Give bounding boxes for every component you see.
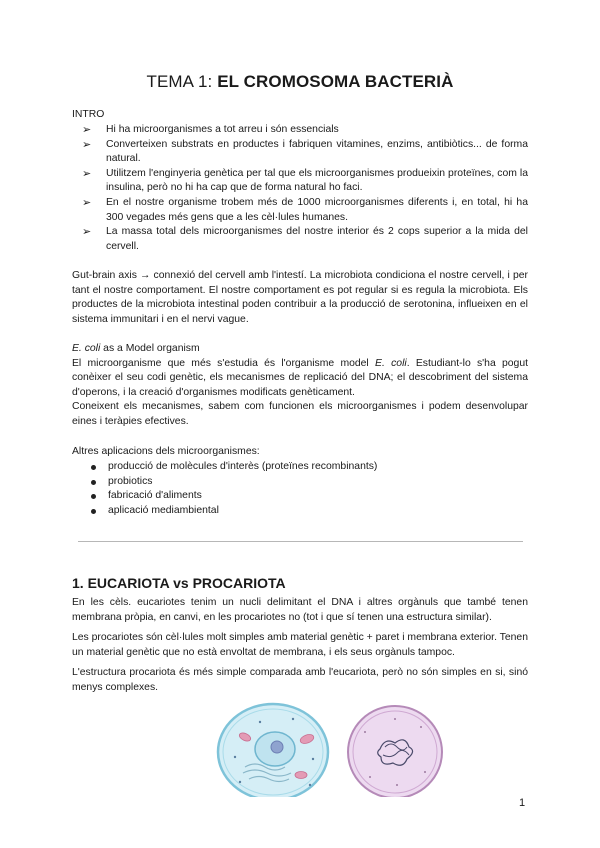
title-main: EL CROMOSOMA BACTERIÀ bbox=[217, 72, 454, 91]
list-item: ➢ En el nostre organisme trobem més de 1000 microorganismes diferents i, en total, hi ha 300 vegades més gens que a les cèl·lules humanes. bbox=[82, 196, 528, 223]
paragraph: Les procariotes són cèl·lules molt simples amb material genètic + paret i membrana exterior. Tenen un material genètic que no està envoltat de membrana, i els seus orgànuls tampoc. bbox=[72, 632, 528, 658]
horizontal-divider bbox=[78, 541, 523, 542]
section-body bbox=[72, 596, 528, 702]
intro-label: INTRO bbox=[72, 109, 105, 120]
bullet-dot-icon bbox=[91, 480, 96, 485]
arrow-bullet-icon: ➢ bbox=[82, 167, 92, 180]
page-number: 1 bbox=[519, 797, 526, 809]
eukaryotic-cell-icon bbox=[218, 704, 328, 797]
bullet-dot-icon bbox=[91, 465, 96, 470]
gut-brain-paragraph: Gut-brain axis → connexió del cervell amb l'intestí. La microbiota condiciona el nostre cervell, i per tant el nostre comportament. El nostre comportament es pot regular si es regula la microbiota. Els productes de la microbiota intestinal poden contribuir a la producció de serotonina, influeixen en el sistema immunitari i en el nervi vague. bbox=[72, 270, 528, 325]
paragraph: En les cèls. eucariotes tenim un nucli delimitant el DNA i altres orgànuls que també tenen membrana pròpia, en canvi, en les procariotes no (tot i que sí tenen una estructura similar). bbox=[72, 597, 528, 623]
page-title bbox=[0, 72, 600, 92]
list-item: ➢ La massa total dels microorganismes del nostre interior és 2 cops superior a la mida del cervell. bbox=[82, 226, 528, 252]
arrow-bullet-icon: ➢ bbox=[82, 226, 92, 239]
list-item: ➢ Utilitzem l'enginyeria genètica per tal que els microorganismes produeixin proteïnes, com la insulina, però no hi ha cap que de forma natural ho faci. bbox=[82, 167, 528, 194]
paragraph: L'estructura procariota és més simple comparada amb l'eucariota, però no són simples en si, sinó menys complexes. bbox=[72, 667, 528, 693]
list-item: probiotics bbox=[72, 475, 528, 490]
intro-list bbox=[72, 123, 528, 254]
arrow-bullet-icon: ➢ bbox=[82, 138, 92, 151]
ecoli-section bbox=[72, 342, 528, 430]
section-heading: 1. EUCARIOTA vs PROCARIOTA bbox=[72, 575, 286, 591]
list-item: ➢ Converteixen substrats en productes i fabriquen vitamines, enzims, antibiòtics... de forma natural. bbox=[82, 138, 528, 165]
bullet-dot-icon bbox=[91, 509, 96, 514]
arrow-bullet-icon: ➢ bbox=[82, 196, 92, 209]
list-item: aplicació mediambiental bbox=[72, 504, 528, 519]
prokaryotic-cell-icon bbox=[348, 706, 442, 797]
ecoli-paragraph-2: Coneixent els mecanismes, sabem com funcionen els microorganismes i podem desenvolupar eines i teràpies efectives. bbox=[72, 401, 528, 427]
title-prefix: TEMA 1: bbox=[146, 72, 213, 91]
bullet-dot-icon bbox=[91, 494, 96, 499]
applications-label: Altres aplicacions dels microorganismes: bbox=[72, 446, 260, 457]
arrow-bullet-icon: ➢ bbox=[82, 124, 92, 136]
list-item: ➢ Hi ha microorganismes a tot arreu i són essencials bbox=[82, 124, 339, 136]
ecoli-paragraph: El microorganisme que més s'estudia és l'organisme model E. coli. Estudiant-lo s'ha pogut conèixer el seu codi genètic, els mecanismes de replicació del DNA; el descobriment del sistema d'operons, i la creació d'organismes modificats genèticament. bbox=[72, 357, 528, 398]
applications-list bbox=[72, 460, 528, 518]
cell-illustrations bbox=[215, 697, 455, 797]
list-item: producció de molècules d'interès (proteïnes recombinants) bbox=[72, 460, 528, 475]
ecoli-heading: E. coli as a Model organism bbox=[72, 343, 200, 354]
list-item: fabricació d'aliments bbox=[72, 489, 528, 504]
